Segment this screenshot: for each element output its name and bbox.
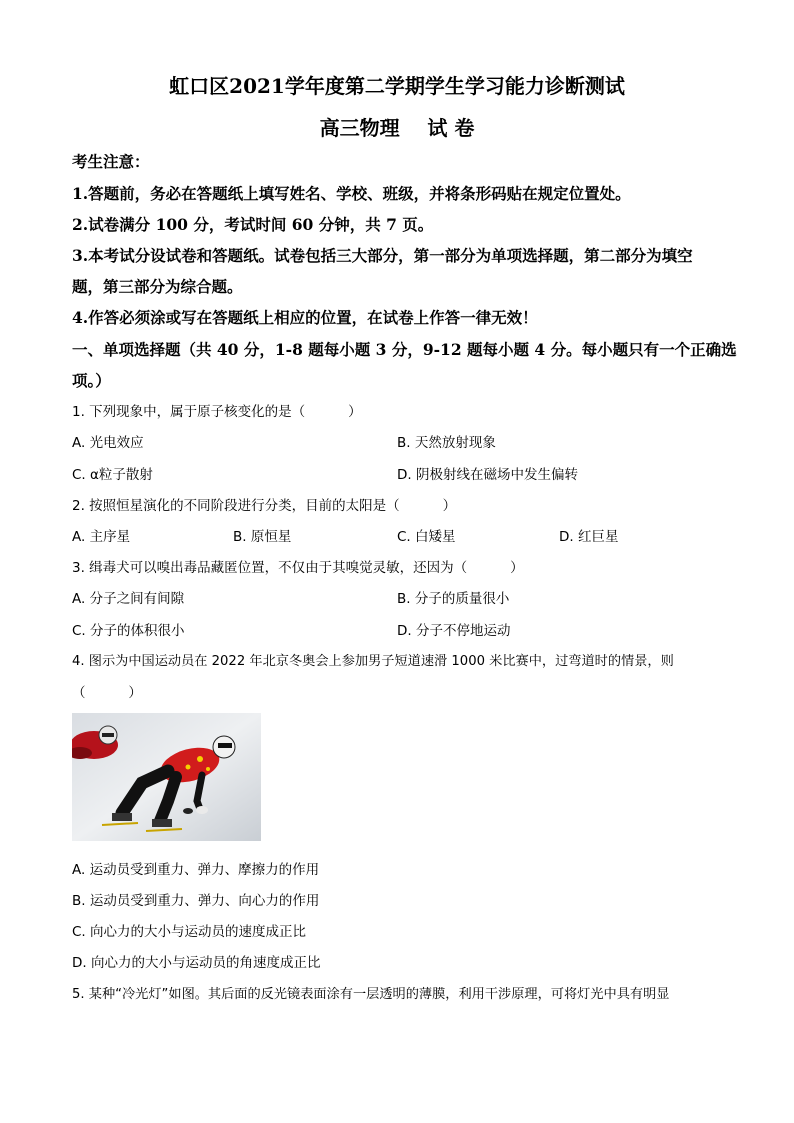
question-1-option-c: C. α粒子散射 xyxy=(72,467,153,483)
question-4-option-d: D. 向心力的大小与运动员的角速度成正比 xyxy=(72,955,321,971)
question-4-option-c: C. 向心力的大小与运动员的速度成正比 xyxy=(72,924,307,940)
question-2-option-d: D. 红巨星 xyxy=(559,529,619,545)
question-2-option-a: A. 主序星 xyxy=(72,529,131,545)
question-1-option-b: B. 天然放射现象 xyxy=(397,435,496,451)
speed-skating-photo xyxy=(72,713,261,841)
page-title: 虹口区2021学年度第二学期学生学习能力诊断测试 xyxy=(169,74,625,98)
question-3-option-b: B. 分子的质量很小 xyxy=(397,591,510,607)
page-subtitle: 高三物理 试 卷 xyxy=(319,116,475,140)
question-3-option-d: D. 分子不停地运动 xyxy=(397,623,511,639)
question-1-option-d: D. 阴极射线在磁场中发生偏转 xyxy=(397,467,578,483)
question-1-option-a: A. 光电效应 xyxy=(72,435,144,451)
question-3-option-c: C. 分子的体积很小 xyxy=(72,623,185,639)
question-4-stem-cont: （ ） xyxy=(72,685,142,701)
question-4-option-b: B. 运动员受到重力、弹力、向心力的作用 xyxy=(72,893,320,909)
notice-item: 3.本考试分设试卷和答题纸。试卷包括三大部分，第一部分为单项选择题，第二部分为填空 xyxy=(72,246,693,265)
section-heading-cont: 项。） xyxy=(72,371,111,390)
question-1-stem: 1. 下列现象中，属于原子核变化的是（ ） xyxy=(72,404,362,420)
question-4-stem: 4. 图示为中国运动员在 2022 年北京冬奥会上参加男子短道速滑 1000 米比赛中，过弯道时的情景，则 xyxy=(72,654,674,669)
question-5-stem: 5. 某种“冷光灯”如图。其后面的反光镜表面涂有一层透明的薄膜，利用干涉原理，可将灯光中具有明显 xyxy=(72,987,670,1002)
notice-heading: 考生注意： xyxy=(72,152,150,171)
question-2-stem: 2. 按照恒星演化的不同阶段进行分类，目前的太阳是（ ） xyxy=(72,498,457,514)
notice-item: 题，第三部分为综合题。 xyxy=(72,277,243,296)
notice-item: 1.答题前，务必在答题纸上填写姓名、学校、班级，并将条形码贴在规定位置处。 xyxy=(72,184,631,203)
notice-item: 2.试卷满分 100 分，考试时间 60 分钟，共 7 页。 xyxy=(72,215,434,234)
section-heading: 一、单项选择题（共 40 分，1-8 题每小题 3 分，9-12 题每小题 4 分。每小题只有一个正确选 xyxy=(72,340,737,359)
question-3-option-a: A. 分子之间有间隙 xyxy=(72,591,185,607)
question-3-stem: 3. 缉毒犬可以嗅出毒品藏匿位置，不仅由于其嗅觉灵敏，还因为（ ） xyxy=(72,560,524,576)
question-2-option-c: C. 白矮星 xyxy=(397,529,456,545)
notice-item: 4.作答必须涂或写在答题纸上相应的位置，在试卷上作答一律无效！ xyxy=(72,308,538,327)
question-4-option-a: A. 运动员受到重力、弹力、摩擦力的作用 xyxy=(72,862,320,878)
question-2-option-b: B. 原恒星 xyxy=(233,529,292,545)
